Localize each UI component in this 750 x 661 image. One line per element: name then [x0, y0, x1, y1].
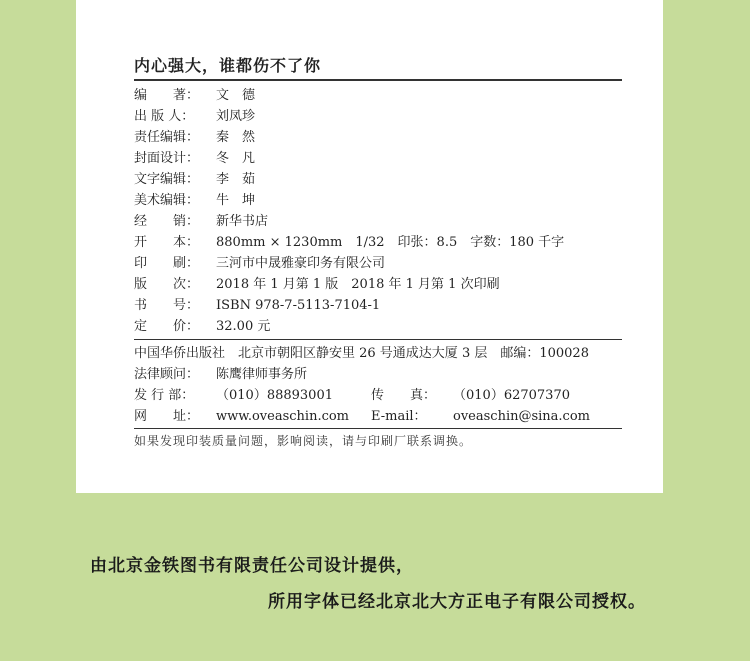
quality-note: 如果发现印装质量问题，影响阅读，请与印刷厂联系调换。	[134, 434, 473, 448]
credit-value: 三河市中晟雅豪印务有限公司	[216, 256, 386, 271]
credit-label: 定 价：	[134, 319, 200, 334]
credit-label: 编 著：	[134, 88, 200, 103]
credit-row	[134, 107, 255, 127]
credit-row	[134, 254, 385, 274]
sales-dept-label: 发 行 部：	[134, 388, 195, 403]
credit-value: ISBN 978-7-5113-7104-1	[216, 298, 381, 313]
credit-row	[134, 212, 268, 232]
footer-credit-line-2: 所用字体已经北京北大方正电子有限公司授权。	[268, 592, 646, 612]
sales-dept-value: （010）88893001	[216, 388, 333, 403]
credit-label: 版 次：	[134, 277, 200, 292]
credit-row	[134, 317, 270, 337]
website-value: www.oveaschin.com	[216, 409, 350, 424]
credit-row	[134, 86, 255, 106]
credit-value: 新华书店	[216, 214, 269, 229]
credit-label: 责任编辑：	[134, 130, 200, 145]
credit-row	[134, 296, 380, 316]
credit-label: 美术编辑：	[134, 193, 200, 208]
credit-label: 印 刷：	[134, 256, 200, 271]
credit-label: 书 号：	[134, 298, 200, 313]
credit-label: 开 本：	[134, 235, 200, 250]
legal-advisor	[134, 365, 307, 385]
credit-value: 32.00 元	[216, 319, 271, 334]
sales-dept	[134, 386, 333, 406]
email-value: oveaschin@sina.com	[453, 409, 590, 424]
credit-label: 文字编辑：	[134, 172, 200, 187]
credit-value: 牛 坤	[216, 193, 256, 208]
publisher-address: 中国华侨出版社 北京市朝阳区静安里 26 号通成达大厦 3 层 邮编：100028	[134, 346, 589, 361]
credit-row	[134, 191, 255, 211]
credit-label: 封面设计：	[134, 151, 200, 166]
credit-value: 冬 凡	[216, 151, 256, 166]
book-title: 内心强大，谁都伤不了你	[134, 56, 322, 75]
email	[371, 407, 590, 427]
credit-value: 文 德	[216, 88, 256, 103]
title-divider	[134, 79, 622, 81]
website	[134, 407, 349, 427]
credit-row	[134, 170, 255, 190]
legal-advisor-label: 法律顾问：	[134, 367, 200, 382]
contact-divider	[134, 428, 622, 429]
website-label: 网 址：	[134, 409, 200, 424]
credit-row	[134, 275, 500, 295]
credit-value: 秦 然	[216, 130, 256, 145]
fax-label: 传 真：	[371, 388, 437, 403]
credit-row	[134, 128, 255, 148]
credit-value: 2018 年 1 月第 1 版 2018 年 1 月第 1 次印刷	[216, 277, 500, 292]
credit-value: 李 茹	[216, 172, 256, 187]
footer-credit-line-1: 由北京金铁图书有限责任公司设计提供，	[90, 556, 414, 576]
credit-label: 经 销：	[134, 214, 200, 229]
credit-row	[134, 233, 564, 253]
legal-advisor-value: 陈鹰律师事务所	[216, 367, 308, 382]
email-label: E-mail：	[371, 409, 427, 424]
credit-label: 出 版 人：	[134, 109, 195, 124]
fax	[371, 386, 570, 406]
credit-row	[134, 149, 255, 169]
credit-value: 刘凤珍	[216, 109, 256, 124]
credit-value: 880mm × 1230mm 1/32 印张：8.5 字数：180 千字	[216, 235, 565, 250]
credits-divider	[134, 339, 622, 340]
fax-value: （010）62707370	[453, 388, 570, 403]
